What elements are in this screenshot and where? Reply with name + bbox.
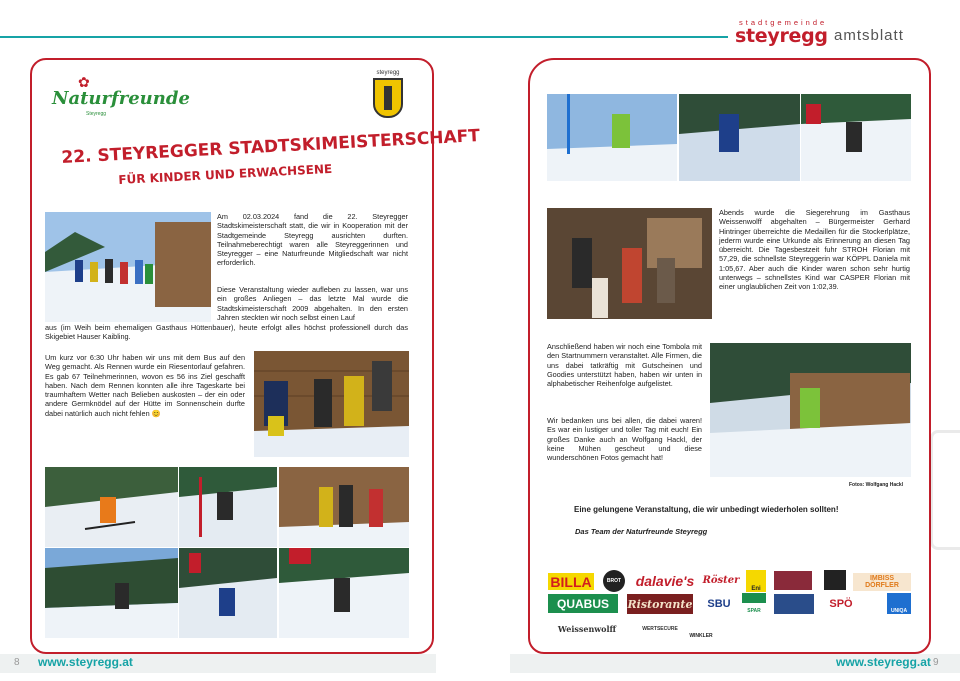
masthead-brand: steyregg (735, 25, 828, 47)
sponsor-blue-logo (774, 594, 814, 614)
sponsor-mountain-logo (774, 571, 812, 590)
signature-line: Das Team der Naturfreunde Steyregg (575, 527, 708, 536)
steyregg-crest (370, 70, 406, 126)
closing-line: Eine gelungene Veranstaltung, die wir unbedingt wiederholen sollten! (574, 505, 839, 514)
sponsor-imbiss: IMBISS DÖRFLER (853, 573, 911, 591)
sponsor-winkler: WINKLER (689, 633, 713, 639)
thanks-paragraph: Wir bedanken uns bei allen, die dabei waren! Es war ein lustiger und toller Tag mit euch! Ein großes Danke auch an Wolfgang Hackl, der keine Mühen gescheut und diese wunderschönen Fotos gemacht hat! (547, 416, 702, 463)
sponsor-dalavie: dalavie's (635, 572, 695, 589)
sponsor-ristorante: Ristorante (627, 594, 693, 614)
crest-name: steyregg (376, 70, 400, 76)
footer-link-right[interactable]: www.steyregg.at (836, 655, 931, 669)
masthead-suffix: amtsblatt (834, 27, 904, 44)
sponsor-weissenwolff: Weissenwolff (557, 623, 617, 634)
flower-icon: ✿ (78, 74, 90, 90)
sponsor-spar: SPAR (742, 593, 766, 614)
photo-racer-5 (279, 548, 409, 638)
article-paragraph-3: Um kurz vor 6:30 Uhr haben wir uns mit dem Bus auf den Weg gemacht. Als Rennen wurde ein Riesentorlauf gefahren. Es gab 67 Teilnehmerinnen, wovon es 56 ins Ziel geschafft haben. Nach dem Rennen konnten alle ihre Tageskarte bei traumhaftem Wetter nach Belieben auskosten – der ein oder andere Germknödel auf der Hütte im Sonnenschein durfte dabei natürlich auch nicht fehlen 😊 (45, 353, 245, 418)
photo-racer-2 (179, 467, 277, 547)
crest-shield-icon (373, 78, 403, 118)
sponsor-billa: BILLA (548, 573, 594, 590)
photo-kids-at-hut (254, 351, 409, 457)
tombola-paragraph: Anschließend haben wir noch eine Tombola mit den Startnummern veranstaltet. Alle Firmen, die uns dabei tatkräftig mit Gutscheinen und Goodies unterstützt haben, haben wir unten in alphabetischer Reihenfolge aufgelistet. (547, 342, 702, 389)
photo-racer-7 (679, 94, 800, 181)
photo-group-at-hut (45, 212, 211, 322)
article-paragraph-2a: Diese Veranstaltung wieder aufleben zu lassen, war uns ein großes Anliegen – das letzte Mal wurde die Stadtskimeisterschaft 2009 abgehalten. In den ersten Jahren steckten wir noch selbst einen Lauf (217, 285, 408, 322)
page-number-left: 8 (14, 657, 20, 668)
naturfreunde-logo (52, 74, 190, 130)
sponsor-uniqa: UNIQA (887, 593, 911, 614)
masthead (735, 18, 920, 46)
sponsor-spo: SPÖ (829, 597, 853, 610)
photo-racer-3 (45, 548, 178, 638)
logo-sub: Steyregg (86, 111, 107, 117)
sponsor-sbu: SBU (707, 597, 731, 610)
footer-link-left[interactable]: www.steyregg.at (38, 655, 133, 669)
sponsor-quabus: QUABUS (548, 594, 618, 613)
sponsor-brot: BROT (603, 570, 625, 592)
photo-racer-8 (801, 94, 911, 181)
photo-credit: Fotos: Wolfgang Hackl (849, 482, 904, 488)
article-paragraph-1: Am 02.03.2024 fand die 22. Steyregger Stadtskimeisterschaft statt, die wir in Kooperation mit der Stadtgemeinde Steyregg ausrichten durften. Teilnahmeberechtigt waren alle Steyreggerinnen und Steyregger – eine Naturfreunde Mitgliedschaft war nicht erforderlich. (217, 212, 408, 268)
sponsor-wertsecure: WERTSECURE (642, 625, 678, 632)
sponsor-roster: Röster (702, 575, 740, 586)
photo-group-wall (279, 467, 409, 547)
photo-ski-jump (710, 343, 911, 477)
photo-racer-6 (547, 94, 677, 181)
header-rule (0, 36, 728, 38)
crest-watermark (930, 430, 960, 550)
sponsor-eni: Eni (746, 570, 766, 592)
award-paragraph: Abends wurde die Siegerehrung im Gasthaus Weissenwolff abgehalten – Bürgermeister Gerhard Hintringer überreichte die Medaillen für die Stockerlplätze, jederm wurde eine Urkunde als Erinnerung an diesen Tag überreicht. Die Tagesbestzeit fuhr STROH Florian mit 57,29, die schnellste Steyreggerin war KÖPPL Daniela mit 1:05,67. Aber auch die Kinder waren schon sehr hurtig unterwegs – schnellstes Kind war CASPER Florian mit einer unglaublichen Zeit von 1:02,39. (719, 208, 910, 292)
sponsor-bw-logo (824, 570, 846, 590)
masthead-small: stadtgemeinde (739, 18, 828, 27)
article-paragraph-2b: aus (im Weih beim ehemaligen Gasthaus Hüttenbauer), heute erfolgt alles höchst professionell durch das Skigebiet Hauser Kaibling. (45, 323, 408, 342)
photo-racer-4 (179, 548, 277, 638)
page-number-right: 9 (933, 657, 939, 668)
article-title: 22. STEYREGGER STADTSKIMEISTERSCHAFT (61, 126, 481, 168)
article-subtitle: FÜR KINDER UND ERWACHSENE (118, 161, 333, 187)
photo-award-ceremony (547, 208, 712, 319)
logo-text: Naturfreunde (52, 88, 190, 109)
photo-racer-1 (45, 467, 178, 547)
